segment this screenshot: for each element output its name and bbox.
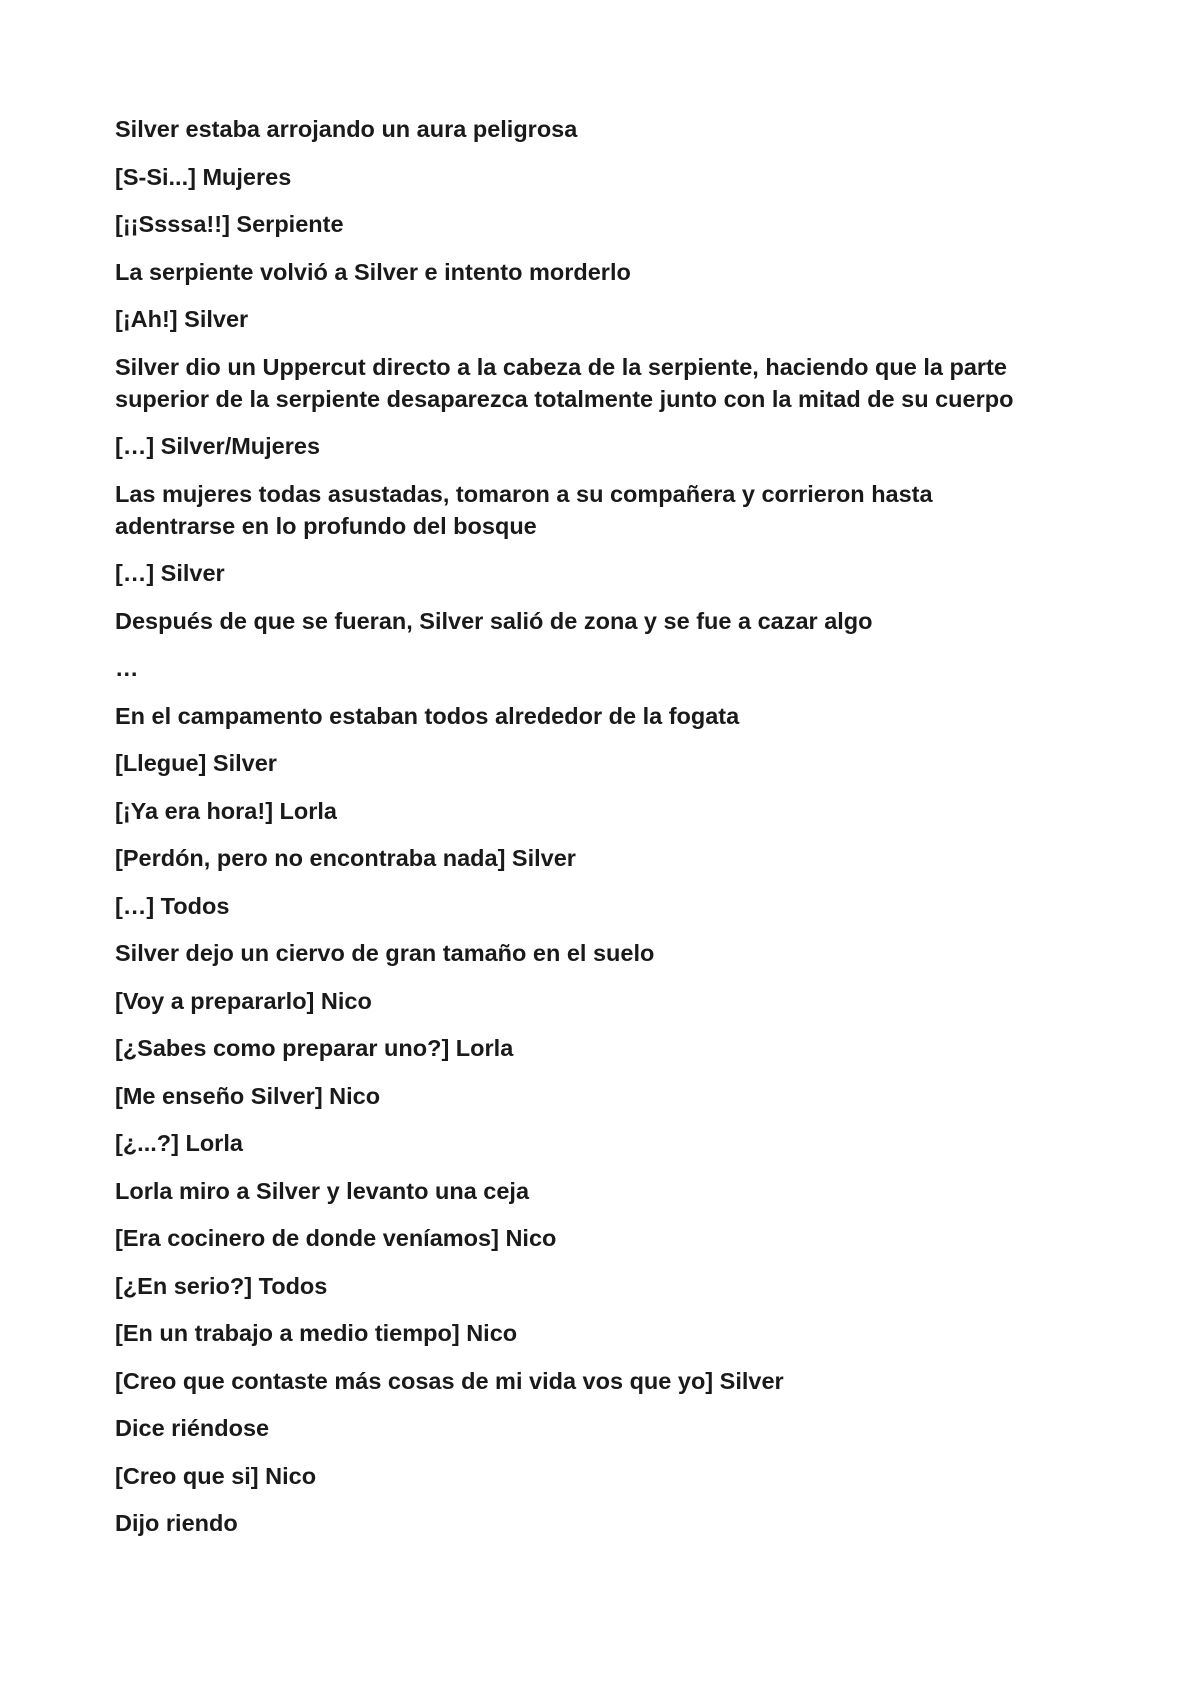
paragraph: [Voy a prepararlo] Nico xyxy=(115,987,372,1014)
paragraph: Después de que se fueran, Silver salió de zona y se fue a cazar algo xyxy=(115,607,873,634)
paragraph: La serpiente volvió a Silver e intento morderlo xyxy=(115,258,631,285)
paragraph: [S-Si...] Mujeres xyxy=(115,163,292,190)
paragraph: […] Silver xyxy=(115,560,225,586)
paragraph: [¿En serio?] Todos xyxy=(115,1272,328,1299)
document-body xyxy=(115,113,1055,1555)
paragraph: [En un trabajo a medio tiempo] Nico xyxy=(115,1320,518,1346)
paragraph: [Llegue] Silver xyxy=(115,750,277,776)
paragraph: [Era cocinero de donde veníamos] Nico xyxy=(115,1225,557,1251)
paragraph: En el campamento estaban todos alrededor de la fogata xyxy=(115,702,740,729)
paragraph: [Creo que si] Nico xyxy=(115,1462,317,1489)
paragraph: [¡Ya era hora!] Lorla xyxy=(115,797,337,824)
paragraph: Dice riéndose xyxy=(115,1415,270,1441)
paragraph: [¿Sabes como preparar uno?] Lorla xyxy=(115,1035,514,1061)
paragraph: [¡Ah!] Silver xyxy=(115,306,249,332)
paragraph: [¿...?] Lorla xyxy=(115,1130,243,1156)
paragraph: Silver estaba arrojando un aura peligrosa xyxy=(115,116,578,142)
paragraph: Silver dio un Uppercut directo a la cabeza de la serpiente, haciendo que la parte superior de la serpiente desaparezca totalmente junto con la mitad de su cuerpo xyxy=(115,353,1014,412)
paragraph: [Me enseño Silver] Nico xyxy=(115,1082,381,1109)
paragraph: […] Todos xyxy=(115,892,230,919)
paragraph: […] Silver/Mujeres xyxy=(115,433,321,459)
paragraph: Las mujeres todas asustadas, tomaron a su compañera y corrieron hasta adentrarse en lo profundo del bosque xyxy=(115,480,933,539)
paragraph: [Creo que contaste más cosas de mi vida vos que yo] Silver xyxy=(115,1367,784,1394)
paragraph: Dijo riendo xyxy=(115,1510,238,1536)
paragraph: Silver dejo un ciervo de gran tamaño en el suelo xyxy=(115,940,655,966)
paragraph: [¡¡Ssssa!!] Serpiente xyxy=(115,211,344,237)
paragraph: [Perdón, pero no encontraba nada] Silver xyxy=(115,845,576,871)
paragraph: Lorla miro a Silver y levanto una ceja xyxy=(115,1177,530,1204)
paragraph: … xyxy=(115,655,139,681)
